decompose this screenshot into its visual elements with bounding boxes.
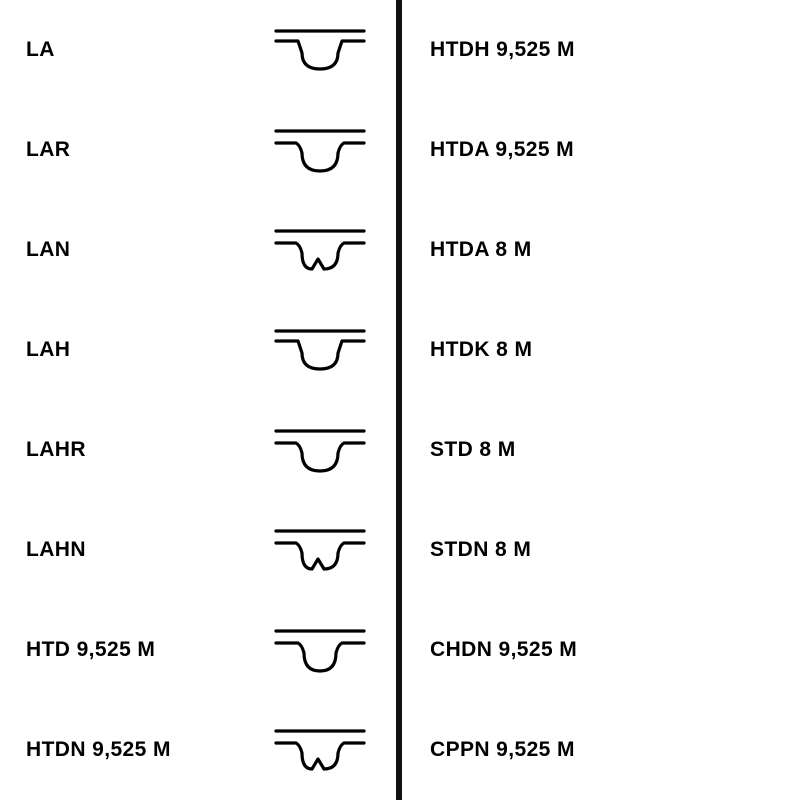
- profile-row: [402, 600, 800, 700]
- profile-label: HTDA 9,525 M: [430, 138, 575, 161]
- profile-label: HTDH 9,525 M: [430, 38, 575, 61]
- tooth-profile-icon: [272, 219, 368, 281]
- profile-row: [0, 100, 396, 200]
- profile-label: LA: [26, 38, 55, 61]
- profile-row: [0, 0, 396, 100]
- tooth-profile-icon: [272, 519, 368, 581]
- profile-label: HTD 9,525 M: [26, 638, 156, 661]
- profile-label: CPPN 9,525 M: [430, 738, 575, 761]
- left-column: [0, 0, 396, 800]
- profile-row: [402, 300, 800, 400]
- profile-row: [402, 0, 800, 100]
- profile-row: [402, 100, 800, 200]
- profile-row: [402, 200, 800, 300]
- profile-row: [0, 500, 396, 600]
- profile-label: CHDN 9,525 M: [430, 638, 578, 661]
- tooth-profile-icon: [272, 319, 368, 381]
- profile-label: LAHR: [26, 438, 86, 461]
- tooth-profile-icon: [272, 719, 368, 781]
- profile-label: LAR: [26, 138, 71, 161]
- profile-row: [0, 200, 396, 300]
- profile-label: LAN: [26, 238, 71, 261]
- profile-row: [0, 600, 396, 700]
- tooth-profile-icon: [272, 619, 368, 681]
- tooth-profile-icon: [272, 419, 368, 481]
- profile-row: [0, 700, 396, 800]
- profile-row: [0, 400, 396, 500]
- profile-label: HTDA 8 M: [430, 238, 532, 261]
- tooth-profile-icon: [272, 119, 368, 181]
- profile-label: HTDK 8 M: [430, 338, 533, 361]
- profile-label: STD 8 M: [430, 438, 516, 461]
- profile-row: [0, 300, 396, 400]
- right-column: [402, 0, 800, 800]
- profile-label: LAHN: [26, 538, 86, 561]
- profile-row: [402, 700, 800, 800]
- tooth-profile-icon: [272, 19, 368, 81]
- profile-label: LAH: [26, 338, 71, 361]
- profile-row: [402, 400, 800, 500]
- profile-row: [402, 500, 800, 600]
- profile-label: STDN 8 M: [430, 538, 532, 561]
- profile-label: HTDN 9,525 M: [26, 738, 171, 761]
